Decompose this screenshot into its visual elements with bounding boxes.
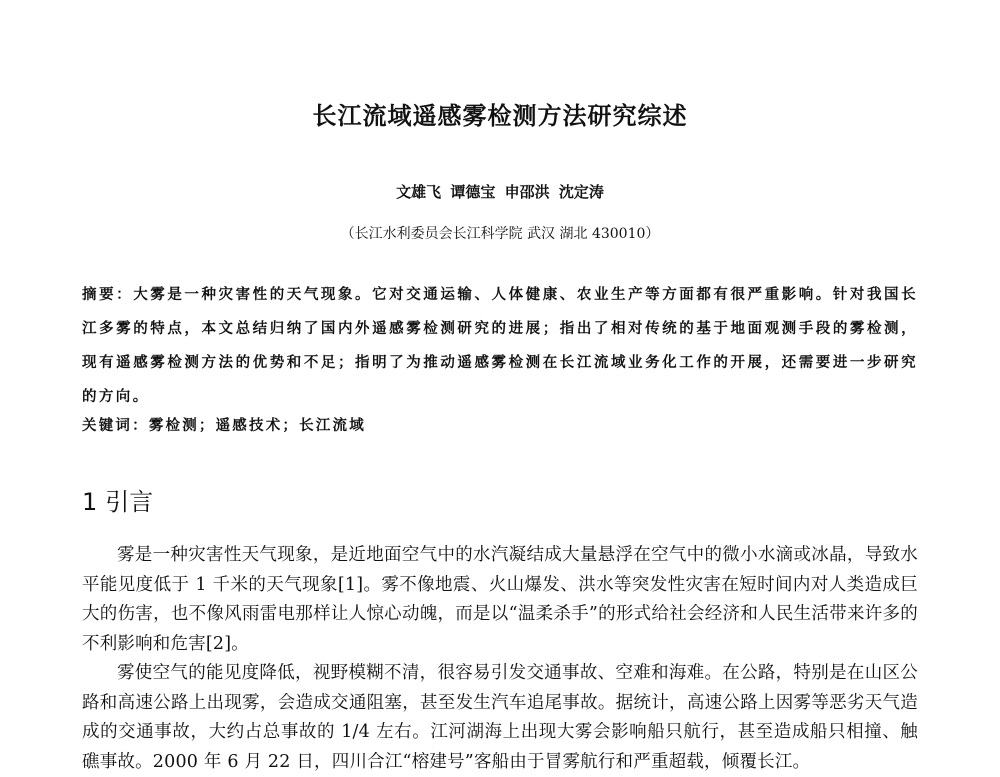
paragraph: 雾是一种灾害性天气现象，是近地面空气中的水汽凝结成大量悬浮在空气中的微小水滴或冰晶，导致水平能见度低于 1 千米的天气现象[1]。雾不像地震、火山爆发、洪水等突发性灾害在短时间内对人类造成巨大的伤害，也不像风雨雷电那样让人惊心动魄，而是以“温柔杀手”的形式给社会经济和人民生活带来许多的不利影响和危害[2]。 [82, 545, 918, 654]
keywords-label: 关键词： [82, 417, 149, 434]
affiliation-line: （长江水利委员会长江科学院 武汉 湖北 430010） [340, 226, 660, 242]
section-heading [82, 482, 153, 517]
section-title: 引言 [105, 488, 154, 516]
keywords [82, 414, 918, 435]
section-number: 1 [82, 488, 98, 516]
keywords-text: 雾检测；遥感技术；长江流域 [148, 417, 366, 434]
abstract-text: 大雾是一种灾害性的天气现象。它对交通运输、人体健康、农业生产等方面都有很严重影响。针对我国长江多雾的特点，本文总结归纳了国内外遥感雾检测研究的进展；指出了相对传统的基于地面观测手段的雾检测，现有遥感雾检测方法的优势和不足；指明了为推动遥感雾检测在长江流域业务化工作的开展，还需要进一步研究的方向。 [82, 286, 918, 405]
authors-line: 文雄飞 谭德宝 申邵洪 沈定涛 [396, 183, 604, 201]
abstract [82, 278, 918, 414]
paper-title: 长江流域遥感雾检测方法研究综述 [312, 102, 688, 130]
paragraph: 雾使空气的能见度降低，视野模糊不清，很容易引发交通事故、空难和海难。在公路，特别是在山区公路和高速公路上出现雾，会造成交通阻塞，甚至发生汽车追尾事故。据统计，高速公路上因雾等恶劣天气造成的交通事故，大约占总事故的 1/4 左右。江河湖海上出现大雾会影响船只航行，甚至造成船只相撞、触礁事故。2000 年 6 月 22 日，四川合江“榕建号”客船由于冒雾航行和严重超载，倾覆长江。 [82, 663, 918, 772]
body-text [82, 541, 918, 777]
abstract-label: 摘要： [82, 286, 134, 303]
